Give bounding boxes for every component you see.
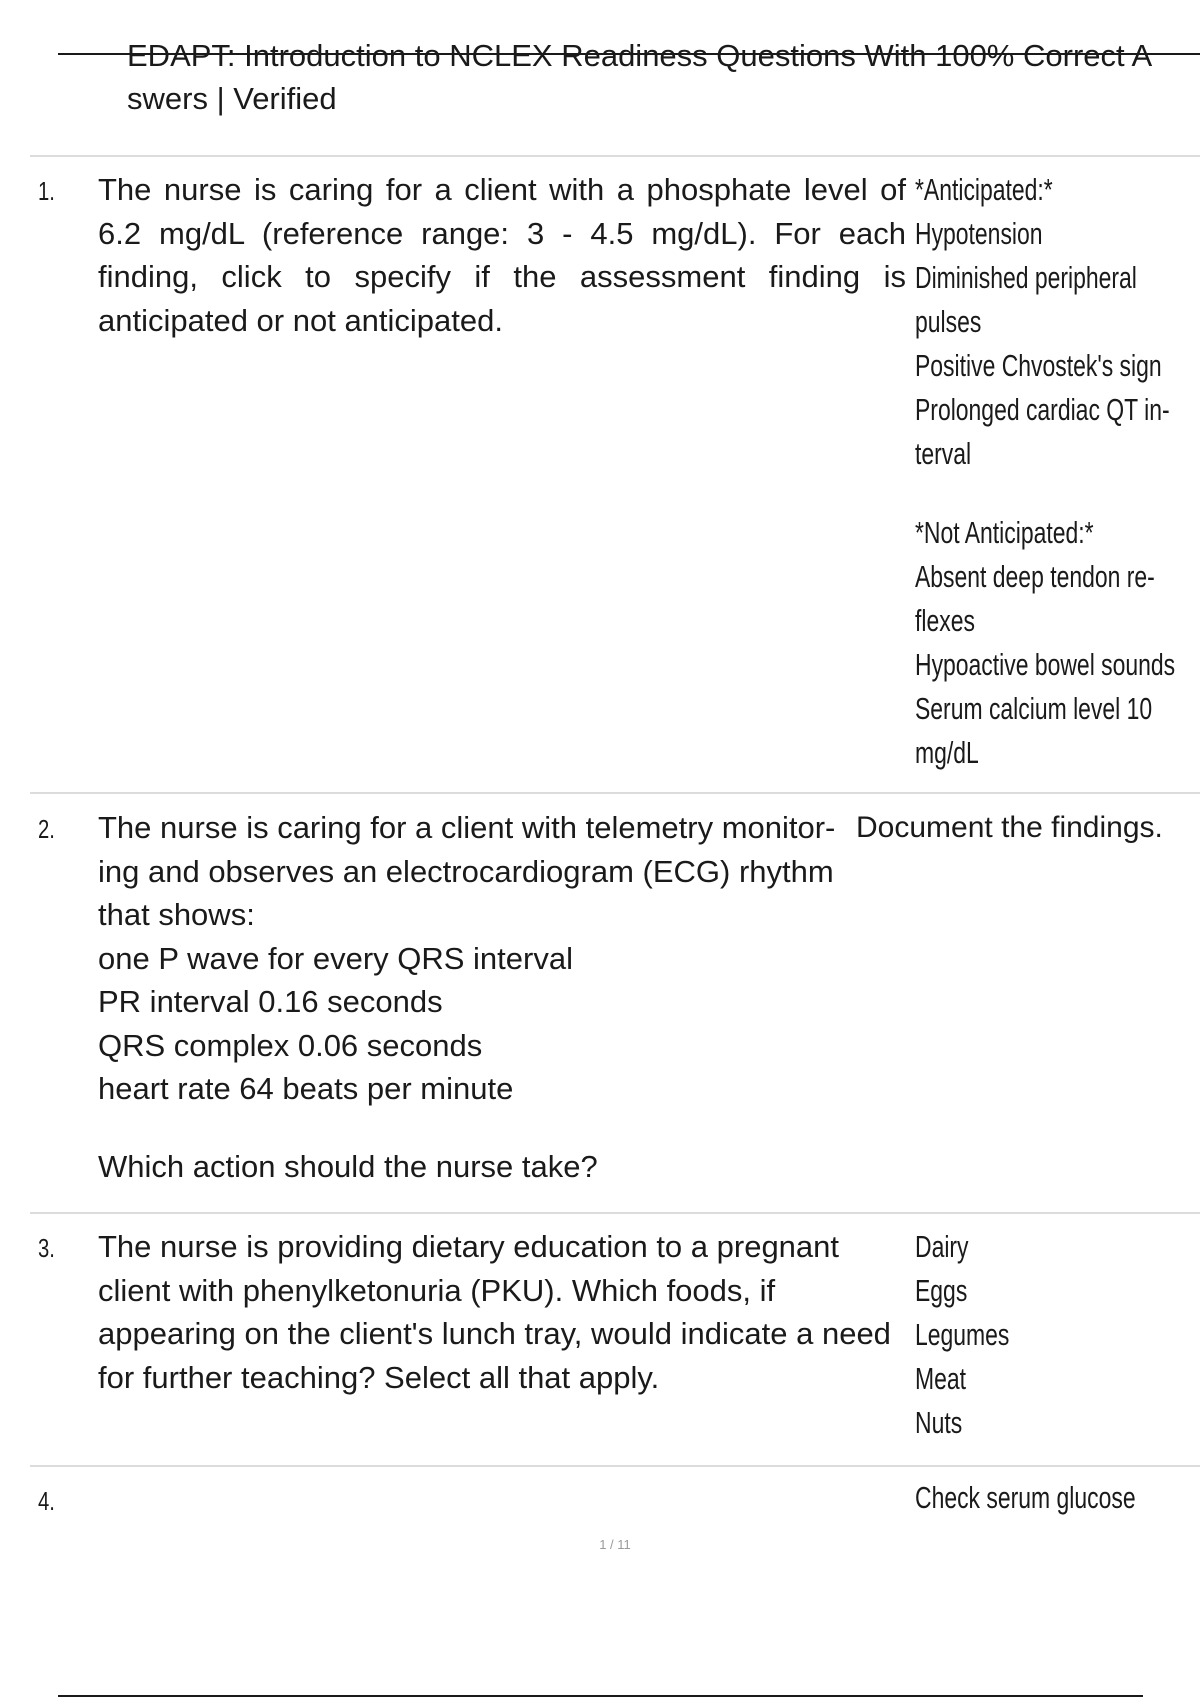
answer-item: Check serum glucose xyxy=(915,1480,1136,1515)
question-line: ing and observes an electrocardiogram (ECG) rhythm xyxy=(98,853,834,889)
answer-item: Absent deep tendon re- xyxy=(915,559,1155,594)
question-1-prompt: The nurse is caring for a client with a phosphate level of 6.2 mg/dL (reference range: 3 - 4.5 mg/dL). For each finding, click to specify if the assessment finding is anticipated or not anticipated. xyxy=(98,172,906,338)
separator xyxy=(30,155,1200,157)
answer-item: Meat xyxy=(915,1361,967,1396)
question-number: 3. xyxy=(38,1233,55,1263)
question-number: 2. xyxy=(38,814,55,844)
question-number: 1. xyxy=(38,176,55,206)
separator xyxy=(30,792,1200,794)
question-line: The nurse is caring for a client with telemetry monitor- xyxy=(98,810,836,845)
answer-gap xyxy=(915,476,1200,511)
document-title xyxy=(127,34,1200,120)
question-text xyxy=(98,1225,898,1399)
answer-item: Prolonged cardiac QT in- xyxy=(915,392,1170,427)
question-line: one P wave for every QRS interval xyxy=(98,940,573,976)
answer-item: pulses xyxy=(915,304,982,339)
page-indicator: 1 / 11 xyxy=(599,1537,631,1552)
answer-item: mg/dL xyxy=(915,735,979,770)
question-number: 4. xyxy=(38,1486,55,1516)
answer-block xyxy=(915,168,1200,775)
answer-item: Hypotension xyxy=(915,216,1043,251)
answer-heading: *Not Anticipated:* xyxy=(915,515,1094,550)
question-text xyxy=(98,806,858,1188)
bottom-rule xyxy=(58,1695,1143,1697)
question-line: Which action should the nurse take? xyxy=(98,1148,598,1184)
answer-item: terval xyxy=(915,436,972,471)
answer-item: Serum calcium level 10 xyxy=(915,691,1153,726)
question-text xyxy=(98,168,906,342)
answer-item: Hypoactive bowel sounds xyxy=(915,647,1176,682)
answer-block xyxy=(856,806,1200,850)
question-line: heart rate 64 beats per minute xyxy=(98,1071,514,1106)
answer-item: Eggs xyxy=(915,1273,968,1308)
answer-item: Document the findings. xyxy=(856,811,1163,844)
answer-item: Legumes xyxy=(915,1317,1010,1352)
answer-item: flexes xyxy=(915,603,975,638)
separator xyxy=(30,1212,1200,1214)
answer-item: Nuts xyxy=(915,1405,963,1440)
answer-item: Dairy xyxy=(915,1229,969,1264)
question-3-prompt: The nurse is providing dietary education to a pregnant client with phenylketonuria (PKU). Which foods, if appearing on the client's lunch tray, would indicate a need for further teaching? Select all that apply. xyxy=(98,1229,891,1395)
question-line: PR interval 0.16 seconds xyxy=(98,984,443,1019)
question-line: that shows: xyxy=(98,897,255,932)
document-title-line2: swers | Verified xyxy=(127,81,337,116)
answer-item: Diminished peripheral xyxy=(915,260,1137,295)
question-line: QRS complex 0.06 seconds xyxy=(98,1027,483,1063)
answer-heading: *Anticipated:* xyxy=(915,172,1053,207)
answer-block xyxy=(915,1225,1200,1445)
answer-block xyxy=(915,1476,1200,1520)
document-title-line1: EDAPT: Introduction to NCLEX Readiness Questions With 100% Correct A xyxy=(127,38,1153,73)
answer-item: Positive Chvostek's sign xyxy=(915,348,1162,383)
separator xyxy=(30,1465,1200,1467)
